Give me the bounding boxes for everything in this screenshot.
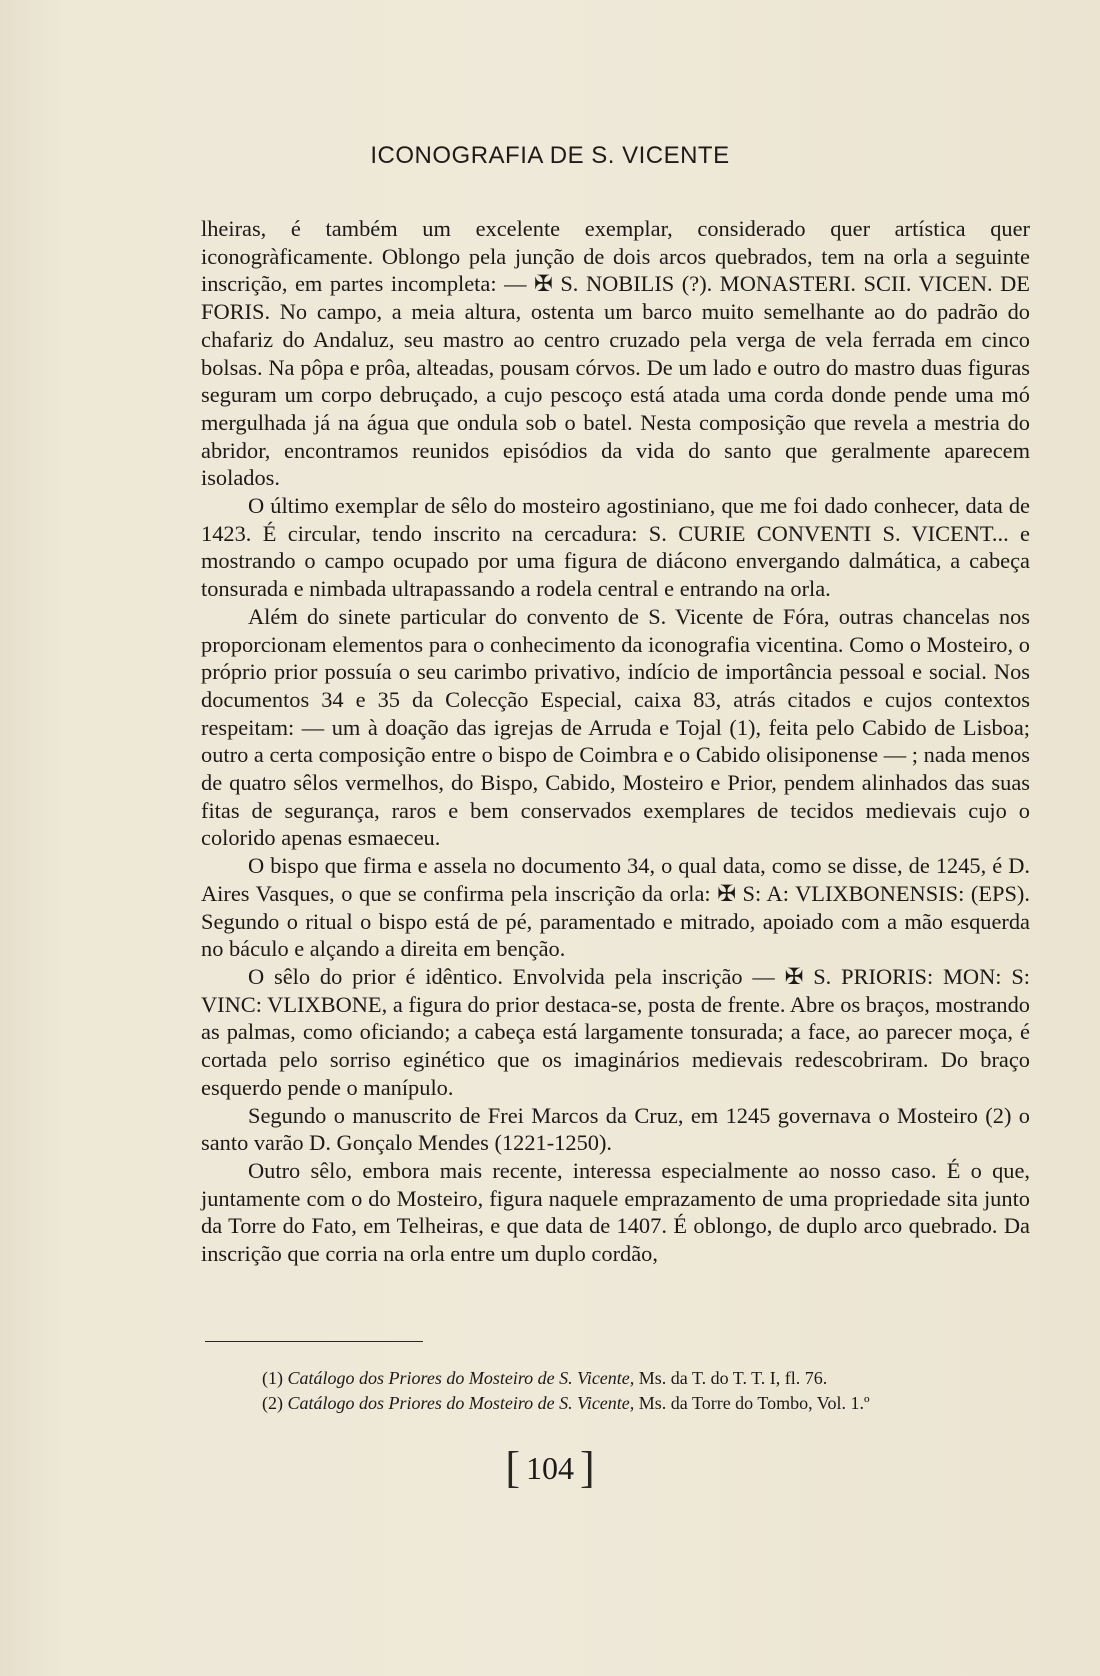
footnote-text: Ms. da T. do T. T. I, fl. 76. <box>638 1368 828 1388</box>
footnote-text: Ms. da Torre do Tombo, Vol. 1.º <box>638 1393 870 1413</box>
footnote-marker: (2) <box>262 1393 283 1413</box>
body-text <box>201 215 1030 1268</box>
page-number-value: 104 <box>526 1450 574 1486</box>
running-head: ICONOGRAFIA DE S. VICENTE <box>370 142 730 169</box>
left-bracket-icon: [ <box>505 1443 520 1492</box>
right-bracket-icon: ] <box>580 1443 595 1492</box>
paragraph-1: lheiras, é também um excelente exemplar, considerado quer artística quer iconogràficamente. Oblongo pela junção de dois arcos quebrados, tem na orla a seguinte inscrição, em partes incompleta: — ✠ S. NOBILIS (?). MONASTERI. SCII. VICEN. DE FORIS. No campo, a meia altura, ostenta um barco muito semelhante ao do padrão do chafariz do Andaluz, seu mastro ao centro cruzado pela verga de vela ferrada em cinco bolsas. Na pôpa e prôa, alteadas, pousam córvos. De um lado e outro do mastro duas figuras seguram um corpo debruçado, a cujo pescoço está atada uma corda donde pende uma mó mergulhada já na água que ondula sob o batel. Nesta composição que revela a mestria do abridor, encontramos reunidos episódios da vida do santo que geralmente aparecem isolados. <box>201 216 1030 491</box>
page-number <box>0 1442 1100 1493</box>
paragraph-4: O bispo que firma e assela no documento 34, o qual data, como se disse, de 1245, é D. Aires Vasques, o que se confirma pela inscrição da orla: ✠ S: A: VLIXBONENSIS: (EPS). Segundo o ritual o bispo está de pé, paramentado e mitrado, apoiado com a mão esquerda no báculo e alçando a direita em benção. <box>201 853 1030 962</box>
footnote-divider <box>205 1341 423 1342</box>
footnote-2 <box>262 1391 1032 1416</box>
footnote-1 <box>262 1366 1032 1391</box>
footnotes <box>262 1366 1032 1416</box>
paragraph-3: Além do sinete particular do convento de S. Vicente de Fóra, outras chancelas nos proporcionam elementos para o conhecimento da iconografia vicentina. Como o Mosteiro, o próprio prior possuía o seu carimbo privativo, indício de importância pessoal e social. Nos documentos 34 e 35 da Colecção Especial, caixa 83, atrás citados e cujos contextos respeitam: — um à doação das igrejas de Arruda e Tojal (1), feita pelo Cabido de Lisboa; outro a certa composição entre o bispo de Coimbra e o Cabido olisiponense — ; nada menos de quatro sêlos vermelhos, do Bispo, Cabido, Mosteiro e Prior, pendem alinhados das suas fitas de segurança, raros e bem conservados exemplares de tecidos medievais cujo o colorido apenas esmaeceu. <box>201 603 1030 851</box>
footnote-marker: (1) <box>262 1368 283 1388</box>
paragraph-5: O sêlo do prior é idêntico. Envolvida pela inscrição — ✠ S. PRIORIS: MON: S: VINC: VLIXBONE, a figura do prior destaca-se, posta de frente. Abre os braços, mostrando as palmas, como oficiando; a cabeça está largamente tonsurada; a face, ao parecer moça, é cortada pelo sorriso eginético que os imaginários medievais redescobriram. Do braço esquerdo pende o manípulo. <box>201 963 1030 1100</box>
footnote-title: Catálogo dos Priores do Mosteiro de S. Vicente, <box>287 1393 635 1413</box>
paragraph-6: Segundo o manuscrito de Frei Marcos da Cruz, em 1245 governava o Mosteiro (2) o santo varão D. Gonçalo Mendes (1221-1250). <box>201 1102 1030 1156</box>
footnote-title: Catálogo dos Priores do Mosteiro de S. Vicente, <box>287 1368 635 1388</box>
paragraph-2: O último exemplar de sêlo do mosteiro agostiniano, que me foi dado conhecer, data de 1423. É circular, tendo inscrito na cercadura: S. CURIE CONVENTI S. VICENT... e mostrando o campo ocupado por uma figura de diácono envergando dalmática, a cabeça tonsurada e nimbada ultrapassando a rodela central e entrando na orla. <box>201 493 1030 602</box>
paragraph-7: Outro sêlo, embora mais recente, interessa especialmente ao nosso caso. É o que, juntamente com o do Mosteiro, figura naquele emprazamento de uma propriedade sita junto da Torre do Fato, em Telheiras, e que data de 1407. É oblongo, de duplo arco quebrado. Da inscrição que corria na orla entre um duplo cordão, <box>201 1157 1030 1267</box>
